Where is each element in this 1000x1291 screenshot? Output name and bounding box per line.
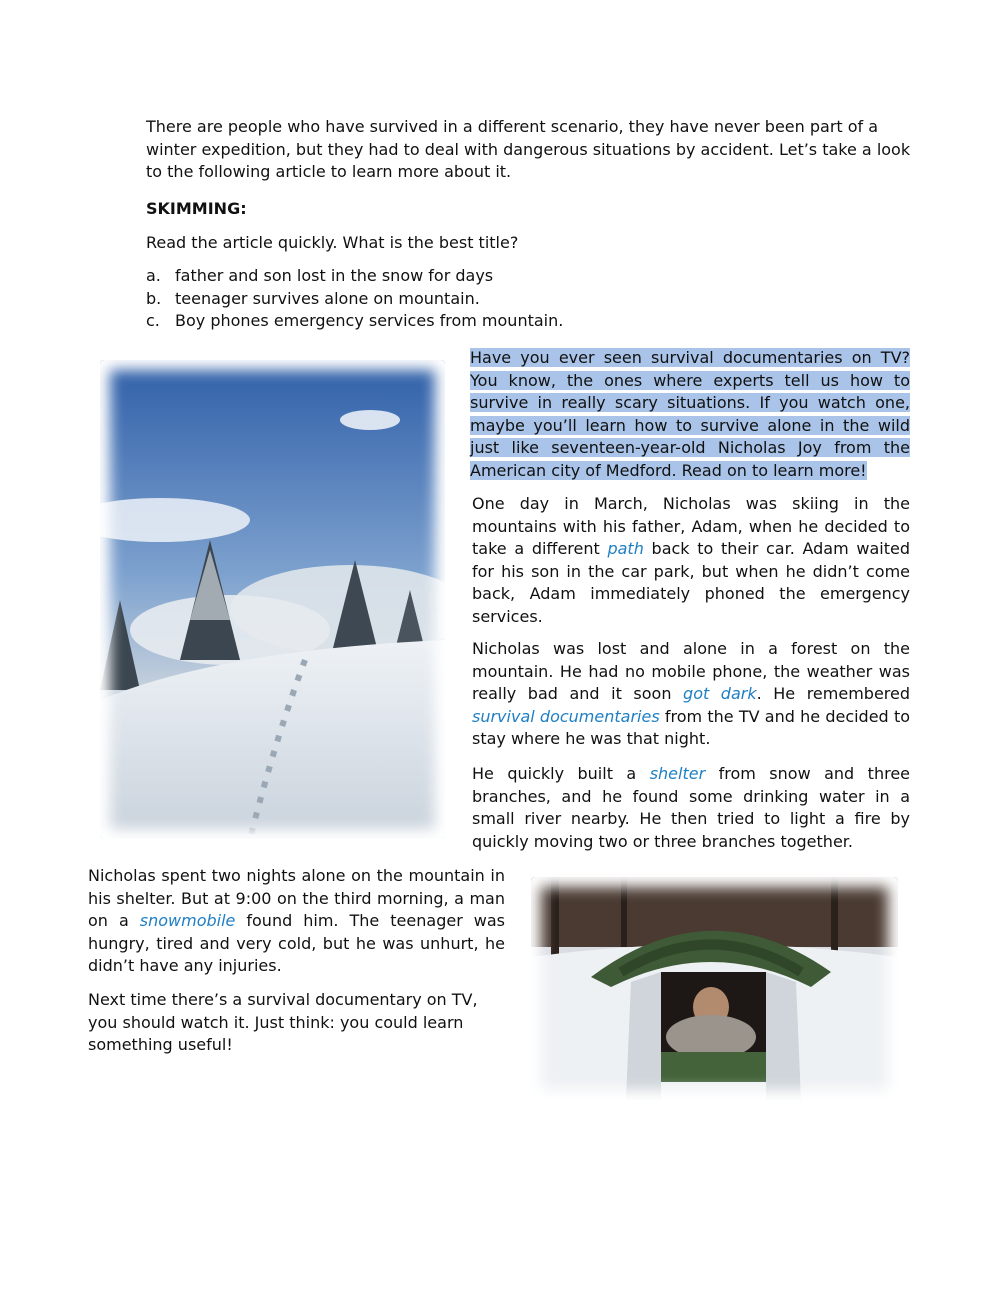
- option-letter: a.: [146, 266, 161, 285]
- keyword-snowmobile: snowmobile: [139, 911, 236, 930]
- highlighted-intro: Have you ever seen survival documentaries on TV? You know, the ones where experts tell us how to survive in really scary situations. If you watch one, maybe you’ll learn how to survive alone in the wild just like seventeen-year-old Nicholas Joy from the American city of Medford. Read on to learn more!: [470, 348, 910, 480]
- option-text: father and son lost in the snow for days: [175, 266, 494, 285]
- option-b: [146, 288, 563, 311]
- title-options: [146, 265, 563, 333]
- option-a: [146, 265, 563, 288]
- keyword-shelter: shelter: [649, 764, 706, 783]
- text: Nicholas spent two nights alone on the mountain in his shelter. But at 9:00 on the third morning, a man on a: [88, 866, 505, 930]
- intro-paragraph: There are people who have survived in a different scenario, they have never been part of a winter expedition, but they had to deal with dangerous situations by accident. Let’s take a look to the following article to learn more about it.: [146, 117, 911, 181]
- article-paragraph-4: [472, 763, 910, 853]
- option-c: [146, 310, 563, 333]
- keyword-survival-documentaries: survival documentaries: [472, 706, 660, 726]
- article-paragraph-3: [472, 638, 910, 751]
- text: . He remembered: [756, 684, 911, 703]
- article-paragraph-2: [472, 493, 910, 628]
- keyword-path: path: [607, 539, 644, 558]
- text: from snow and three branches, and he found some drinking water in a small river nearby. He then tried to light a fire by quickly moving two or three branches together.: [472, 764, 910, 851]
- text: He quickly built a: [472, 764, 650, 783]
- article-paragraph-6: Next time there’s a survival documentary on TV, you should watch it. Just think: you could learn something useful!: [88, 990, 478, 1054]
- text: from the TV and he decided to stay where he was that night.: [472, 706, 910, 748]
- article-intro-paragraph: [470, 347, 910, 482]
- option-text: teenager survives alone on mountain.: [175, 288, 480, 308]
- skimming-question: Read the article quickly. What is the best title?: [146, 233, 519, 252]
- snow-shelter-photo: [531, 877, 898, 1100]
- option-letter: b.: [146, 288, 162, 308]
- article-paragraph-5: [88, 865, 505, 978]
- text: back to their car. Adam waited for his son in the car park, but when he didn’t come back, Adam immediately phoned the emergency services.: [472, 539, 910, 626]
- skimming-heading: SKIMMING:: [146, 199, 247, 218]
- text: found him. The teenager was hungry, tired and very cold, but he was unhurt, he didn’t have any injuries.: [88, 911, 505, 975]
- option-text: Boy phones emergency services from mountain.: [175, 311, 564, 330]
- text: One day in March, Nicholas was skiing in the mountains with his father, Adam, when he decided to take a different: [472, 494, 910, 558]
- text: Nicholas was lost and alone in a forest on the mountain. He had no mobile phone, the weather was really bad and it soon: [472, 639, 910, 703]
- snowy-mountain-photo: [100, 360, 445, 839]
- option-letter: c.: [146, 311, 160, 330]
- keyword-got-dark: got dark: [683, 684, 757, 703]
